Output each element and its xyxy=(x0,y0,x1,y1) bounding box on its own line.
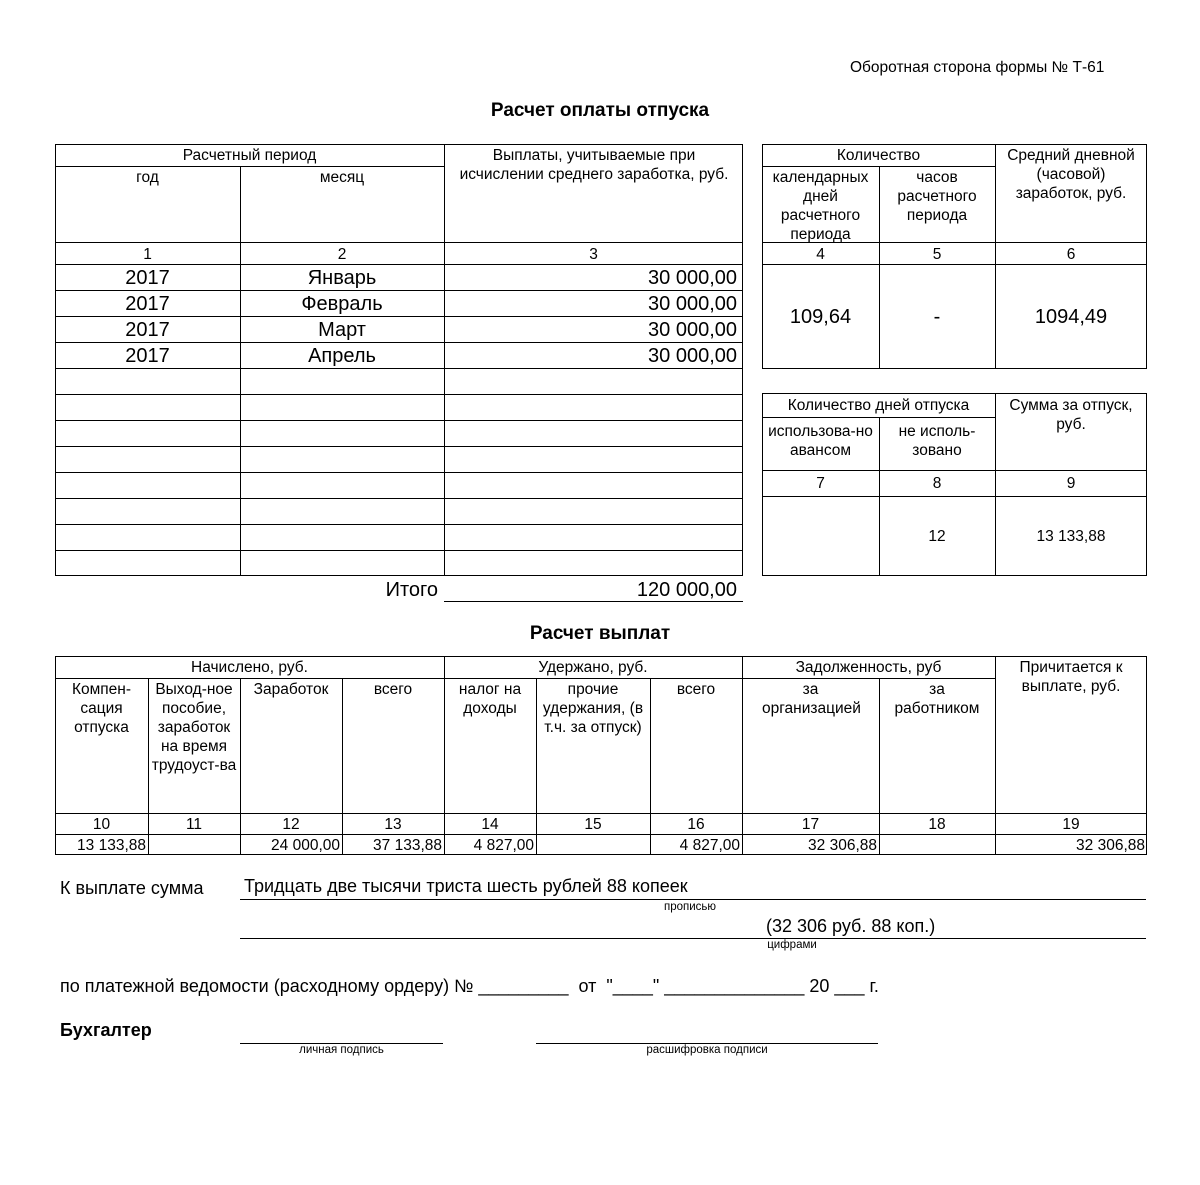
col-number: 6 xyxy=(1066,246,1076,263)
leave-days-header: Количество дней отпуска xyxy=(787,397,970,414)
col-avg-header: Средний дневной (часовой) заработок, руб. xyxy=(1007,147,1135,202)
withheld-total-value: 4 827,00 xyxy=(679,837,740,854)
due-value: 32 306,88 xyxy=(1076,837,1145,854)
payout-words: Тридцать две тысячи триста шесть рублей 88 копеек xyxy=(244,876,688,896)
col-income-tax-header: налог на доходы xyxy=(458,681,522,717)
payout-label: К выплате сумма xyxy=(60,878,204,898)
col-number: 8 xyxy=(932,475,942,492)
col-number: 19 xyxy=(1062,816,1080,833)
col-employee-debt-header: за работником xyxy=(894,681,980,717)
year-cell: 2017 xyxy=(125,345,170,367)
col-number: 10 xyxy=(92,816,111,833)
form-reference: Оборотная сторона формы № Т-61 xyxy=(850,59,1105,76)
payments-title: Расчет выплат xyxy=(529,623,671,644)
payout-digits: (32 306 руб. 88 коп.) xyxy=(766,916,936,936)
col-number: 9 xyxy=(1066,475,1076,492)
month-cell: Апрель xyxy=(308,345,376,367)
statement-date-blank: "____" ______________ 20 ___ г. xyxy=(606,976,879,996)
year-cell: 2017 xyxy=(125,319,170,341)
earnings-value: 24 000,00 xyxy=(271,837,340,854)
col-number: 5 xyxy=(932,246,942,263)
unused-days-value: 12 xyxy=(928,528,946,545)
col-withheld-total-header: всего xyxy=(676,681,716,698)
days-value: 109,64 xyxy=(789,306,852,328)
col-number: 1 xyxy=(143,246,152,263)
withheld-header: Удержано, руб. xyxy=(538,659,648,676)
col-number: 15 xyxy=(584,816,602,833)
col-number: 2 xyxy=(337,246,347,263)
col-sum-header: Сумма за отпуск, руб. xyxy=(1009,397,1133,433)
col-number: 16 xyxy=(687,816,705,833)
month-cell: Февраль xyxy=(301,293,383,315)
signature-caption: личная подпись xyxy=(299,1044,384,1056)
year-cell: 2017 xyxy=(125,267,170,289)
col-number: 13 xyxy=(384,816,402,833)
year-cell: 2017 xyxy=(125,293,170,315)
decode-caption: расшифровка подписи xyxy=(646,1044,768,1056)
qty-header: Количество xyxy=(836,147,921,164)
total-value: 120 000,00 xyxy=(636,579,737,601)
month-cell: Март xyxy=(318,319,366,341)
statement-line xyxy=(60,976,879,997)
col-other-withholdings-header: прочие удержания, (в т.ч. за отпуск) xyxy=(542,681,644,736)
col-unused-header: не исполь-зовано xyxy=(898,423,976,459)
statement-from: от xyxy=(578,976,597,996)
col-number: 17 xyxy=(801,816,820,833)
col-number: 14 xyxy=(481,816,499,833)
due-header: Причитается к выплате, руб. xyxy=(1019,659,1123,695)
col-number: 7 xyxy=(816,475,825,492)
debt-header: Задолженность, руб xyxy=(795,659,942,676)
period-header: Расчетный период xyxy=(182,147,317,164)
org-debt-value: 32 306,88 xyxy=(808,837,877,854)
col-number: 3 xyxy=(589,246,598,263)
words-caption: прописью xyxy=(663,901,717,913)
col-number: 11 xyxy=(185,816,203,833)
digits-caption: цифрами xyxy=(767,939,817,951)
statement-number-blank: _________ xyxy=(478,976,569,996)
col-number: 12 xyxy=(282,816,300,833)
total-label: Итого xyxy=(385,579,438,601)
income-tax-value: 4 827,00 xyxy=(473,837,534,854)
amount-cell: 30 000,00 xyxy=(648,293,737,315)
page-title: Расчет оплаты отпуска xyxy=(490,100,710,121)
month-cell: Январь xyxy=(307,267,377,289)
accrued-header: Начислено, руб. xyxy=(191,659,308,676)
accrued-total-value: 37 133,88 xyxy=(373,837,442,854)
leave-sum-value: 13 133,88 xyxy=(1036,528,1106,545)
col-used-header: использова-но авансом xyxy=(768,423,873,459)
col-year-header: год xyxy=(136,169,159,186)
col-earnings-header: Заработок xyxy=(253,681,329,698)
col-number: 18 xyxy=(928,816,946,833)
col-accrued-total-header: всего xyxy=(373,681,413,698)
statement-label: по платежной ведомости (расходному ордеру) № xyxy=(60,976,474,996)
col-org-debt-header: за организацией xyxy=(762,681,861,717)
avg-earnings-value: 1094,49 xyxy=(1034,306,1108,328)
col-compensation-header: Компен-сация отпуска xyxy=(71,681,132,736)
accountant-label: Бухгалтер xyxy=(60,1020,152,1040)
compensation-value: 13 133,88 xyxy=(77,837,146,854)
col-payments-header: Выплаты, учитываемые при исчислении среднего заработка, руб. xyxy=(459,147,729,183)
hours-value: - xyxy=(933,306,941,328)
amount-cell: 30 000,00 xyxy=(648,345,737,367)
col-number: 4 xyxy=(816,246,825,263)
amount-cell: 30 000,00 xyxy=(648,267,737,289)
col-severance-header: Выход-ное пособие, заработок на время трудоуст-ва xyxy=(151,681,237,774)
col-days-header: календарных дней расчетного периода xyxy=(772,169,869,243)
col-month-header: месяц xyxy=(319,169,365,186)
amount-cell: 30 000,00 xyxy=(648,319,737,341)
col-hours-header: часов расчетного периода xyxy=(897,169,977,224)
